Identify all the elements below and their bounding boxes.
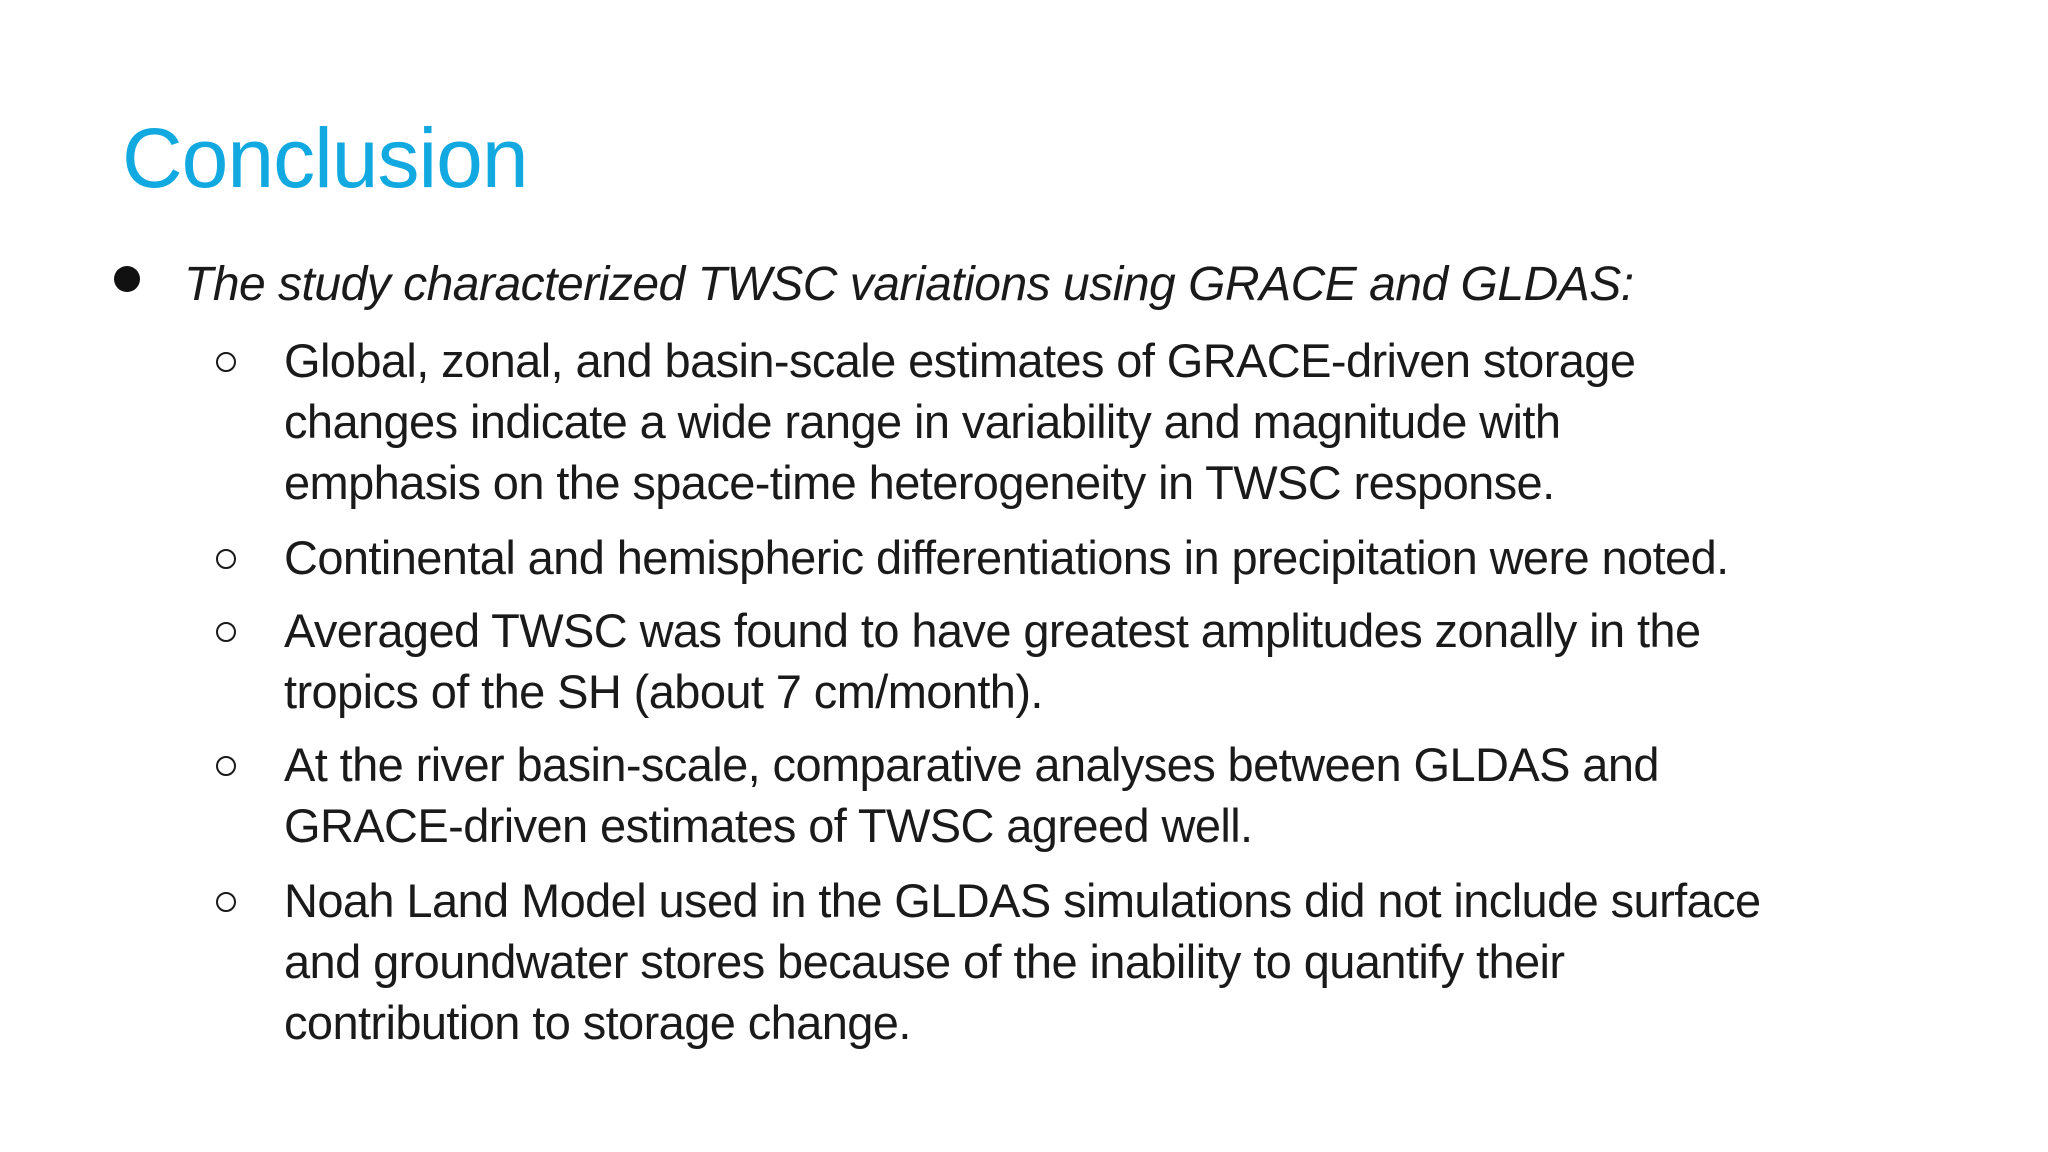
hollow-circle-bullet-icon [216,549,236,569]
slide-title: Conclusion [122,111,528,205]
sub-bullet-text [284,527,2024,588]
sub-bullet-line: Averaged TWSC was found to have greatest amplitudes zonally in the [284,604,1701,657]
sub-bullet-line: tropics of the SH (about 7 cm/month). [284,665,1043,718]
bullet-dot-icon [114,266,140,292]
sub-bullet-text [284,600,2024,722]
sub-bullet-line: GRACE-driven estimates of TWSC agreed well. [284,799,1253,852]
sub-bullet-line: Continental and hemispheric differentiations in precipitation were noted. [284,531,1729,584]
hollow-circle-bullet-icon [216,756,236,776]
sub-bullet-line: changes indicate a wide range in variability and magnitude with [284,395,1561,448]
sub-bullet-line: Global, zonal, and basin-scale estimates of GRACE-driven storage [284,334,1636,387]
sub-bullet-line: At the river basin-scale, comparative analyses between GLDAS and [284,738,1659,791]
sub-bullet-text [284,734,2024,856]
hollow-circle-bullet-icon [216,352,236,372]
sub-bullet-line: and groundwater stores because of the inability to quantify their [284,935,1565,988]
main-bullet-text: The study characterized TWSC variations using GRACE and GLDAS: [184,258,1634,311]
hollow-circle-bullet-icon [216,892,236,912]
sub-bullet-text [284,870,2024,1053]
sub-bullet-text [284,330,2024,513]
sub-bullet-line: contribution to storage change. [284,996,911,1049]
hollow-circle-bullet-icon [216,622,236,642]
sub-bullet-line: Noah Land Model used in the GLDAS simulations did not include surface [284,874,1761,927]
sub-bullet-line: emphasis on the space-time heterogeneity in TWSC response. [284,456,1555,509]
